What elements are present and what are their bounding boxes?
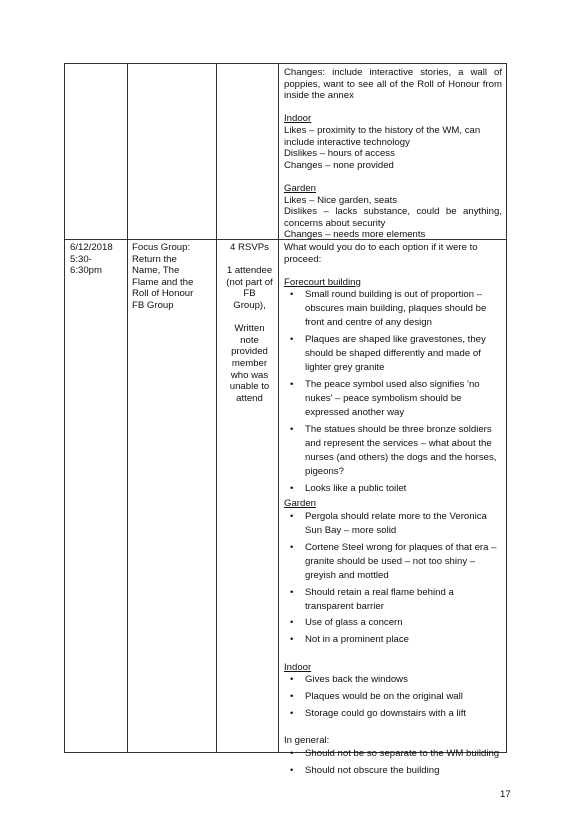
general-heading: In general: [284, 735, 330, 747]
indoor-dislikes: Dislikes – hours of access [284, 148, 395, 160]
activity-line: Roll of Honour [132, 288, 194, 300]
list-item: • The statues should be three bronze soldiers and represent the services – what about the nurses (and others) the dogs and the horses, pigeons? [284, 423, 502, 479]
attendance-line: unable to [229, 381, 270, 393]
garden-heading: Garden [284, 182, 316, 194]
list-item: • Plaques would be on the original wall [284, 690, 502, 704]
list-item: • Pergola should relate more to the Veronica Sun Bay – more solid [284, 510, 502, 538]
garden-changes: Changes – needs more elements [284, 229, 426, 241]
list-item: • Should not be so separate to the WM building [284, 747, 502, 761]
list-item: • Use of glass a concern [284, 616, 502, 630]
activity-cell [132, 242, 217, 312]
garden-likes: Likes – Nice garden, seats [284, 194, 398, 206]
indoor-heading: Indoor [284, 661, 312, 673]
indoor-likes: Likes – proximity to the history of the WM, can include interactive technology [284, 124, 481, 148]
list-item: • The peace symbol used also signifies 'no nukes' – peace symbolism should be expressed another way [284, 378, 502, 420]
attendance-line: Written [234, 323, 265, 335]
attendance-line: FB [243, 288, 256, 300]
time-start: 5:30- [70, 253, 92, 265]
activity-line: FB Group [132, 299, 174, 311]
attendance-line: who was [230, 369, 269, 381]
activity-line: Return the [132, 253, 177, 265]
date-time-cell [70, 242, 126, 277]
attendance-cell [222, 242, 277, 404]
date-text: 6/12/2018 [70, 242, 113, 253]
general-list [284, 747, 502, 778]
garden-dislikes: Dislikes – lacks substance, could be anything, concerns about security [284, 206, 502, 229]
time-end: 6:30pm [70, 265, 102, 277]
attendance-line: (not part of [226, 276, 273, 288]
list-item: • Not in a prominent place [284, 633, 502, 647]
list-item: • Plaques are shaped like gravestones, they should be shaped differently and made of lighter grey granite [284, 333, 502, 375]
attendance-line: member [231, 357, 268, 369]
list-item: • Small round building is out of proportion – obscures main building, plaques should be front and centre of any design [284, 288, 502, 330]
feedback-table [64, 63, 507, 776]
activity-line: Name, The [132, 265, 180, 277]
question-text: What would you do to each option if it were to proceed: [284, 242, 478, 265]
garden-heading: Garden [284, 498, 316, 510]
list-item: • Storage could go downstairs with a lift [284, 707, 502, 721]
forecourt-heading: Forecourt building [284, 276, 361, 288]
indoor-changes: Changes – none provided [284, 159, 394, 171]
changes-text: Changes: include interactive stories, a wall of poppies, want to see all of the Roll of Honour from inside the annex [284, 67, 502, 102]
column-divider [127, 64, 128, 752]
list-item: • Gives back the windows [284, 673, 502, 687]
list-item: • Looks like a public toilet [284, 482, 502, 496]
activity-line: Flame and the [132, 276, 194, 288]
top-row-notes [284, 67, 502, 241]
list-item: • Cortene Steel wrong for plaques of that era – granite should be used – not too shiny – greyish and mottled [284, 541, 502, 583]
activity-line: Focus Group: [132, 242, 191, 253]
page-number: 17 [500, 789, 511, 800]
attendance-line: Group), [233, 299, 266, 311]
indoor-list [284, 673, 502, 721]
attendance-line: attend [236, 392, 263, 404]
column-divider [216, 64, 217, 752]
forecourt-list [284, 288, 502, 495]
column-divider [278, 64, 279, 752]
attendance-line: note [240, 334, 259, 346]
focus-group-notes [284, 242, 502, 780]
attendance-line: 1 attendee [226, 265, 273, 277]
list-item: • Should retain a real flame behind a transparent barrier [284, 586, 502, 614]
garden-list [284, 510, 502, 647]
list-item: • Should not obscure the building [284, 764, 502, 778]
rsvp-count: 4 RSVPs [230, 242, 269, 253]
attendance-line: provided [231, 346, 268, 358]
indoor-heading: Indoor [284, 113, 312, 125]
